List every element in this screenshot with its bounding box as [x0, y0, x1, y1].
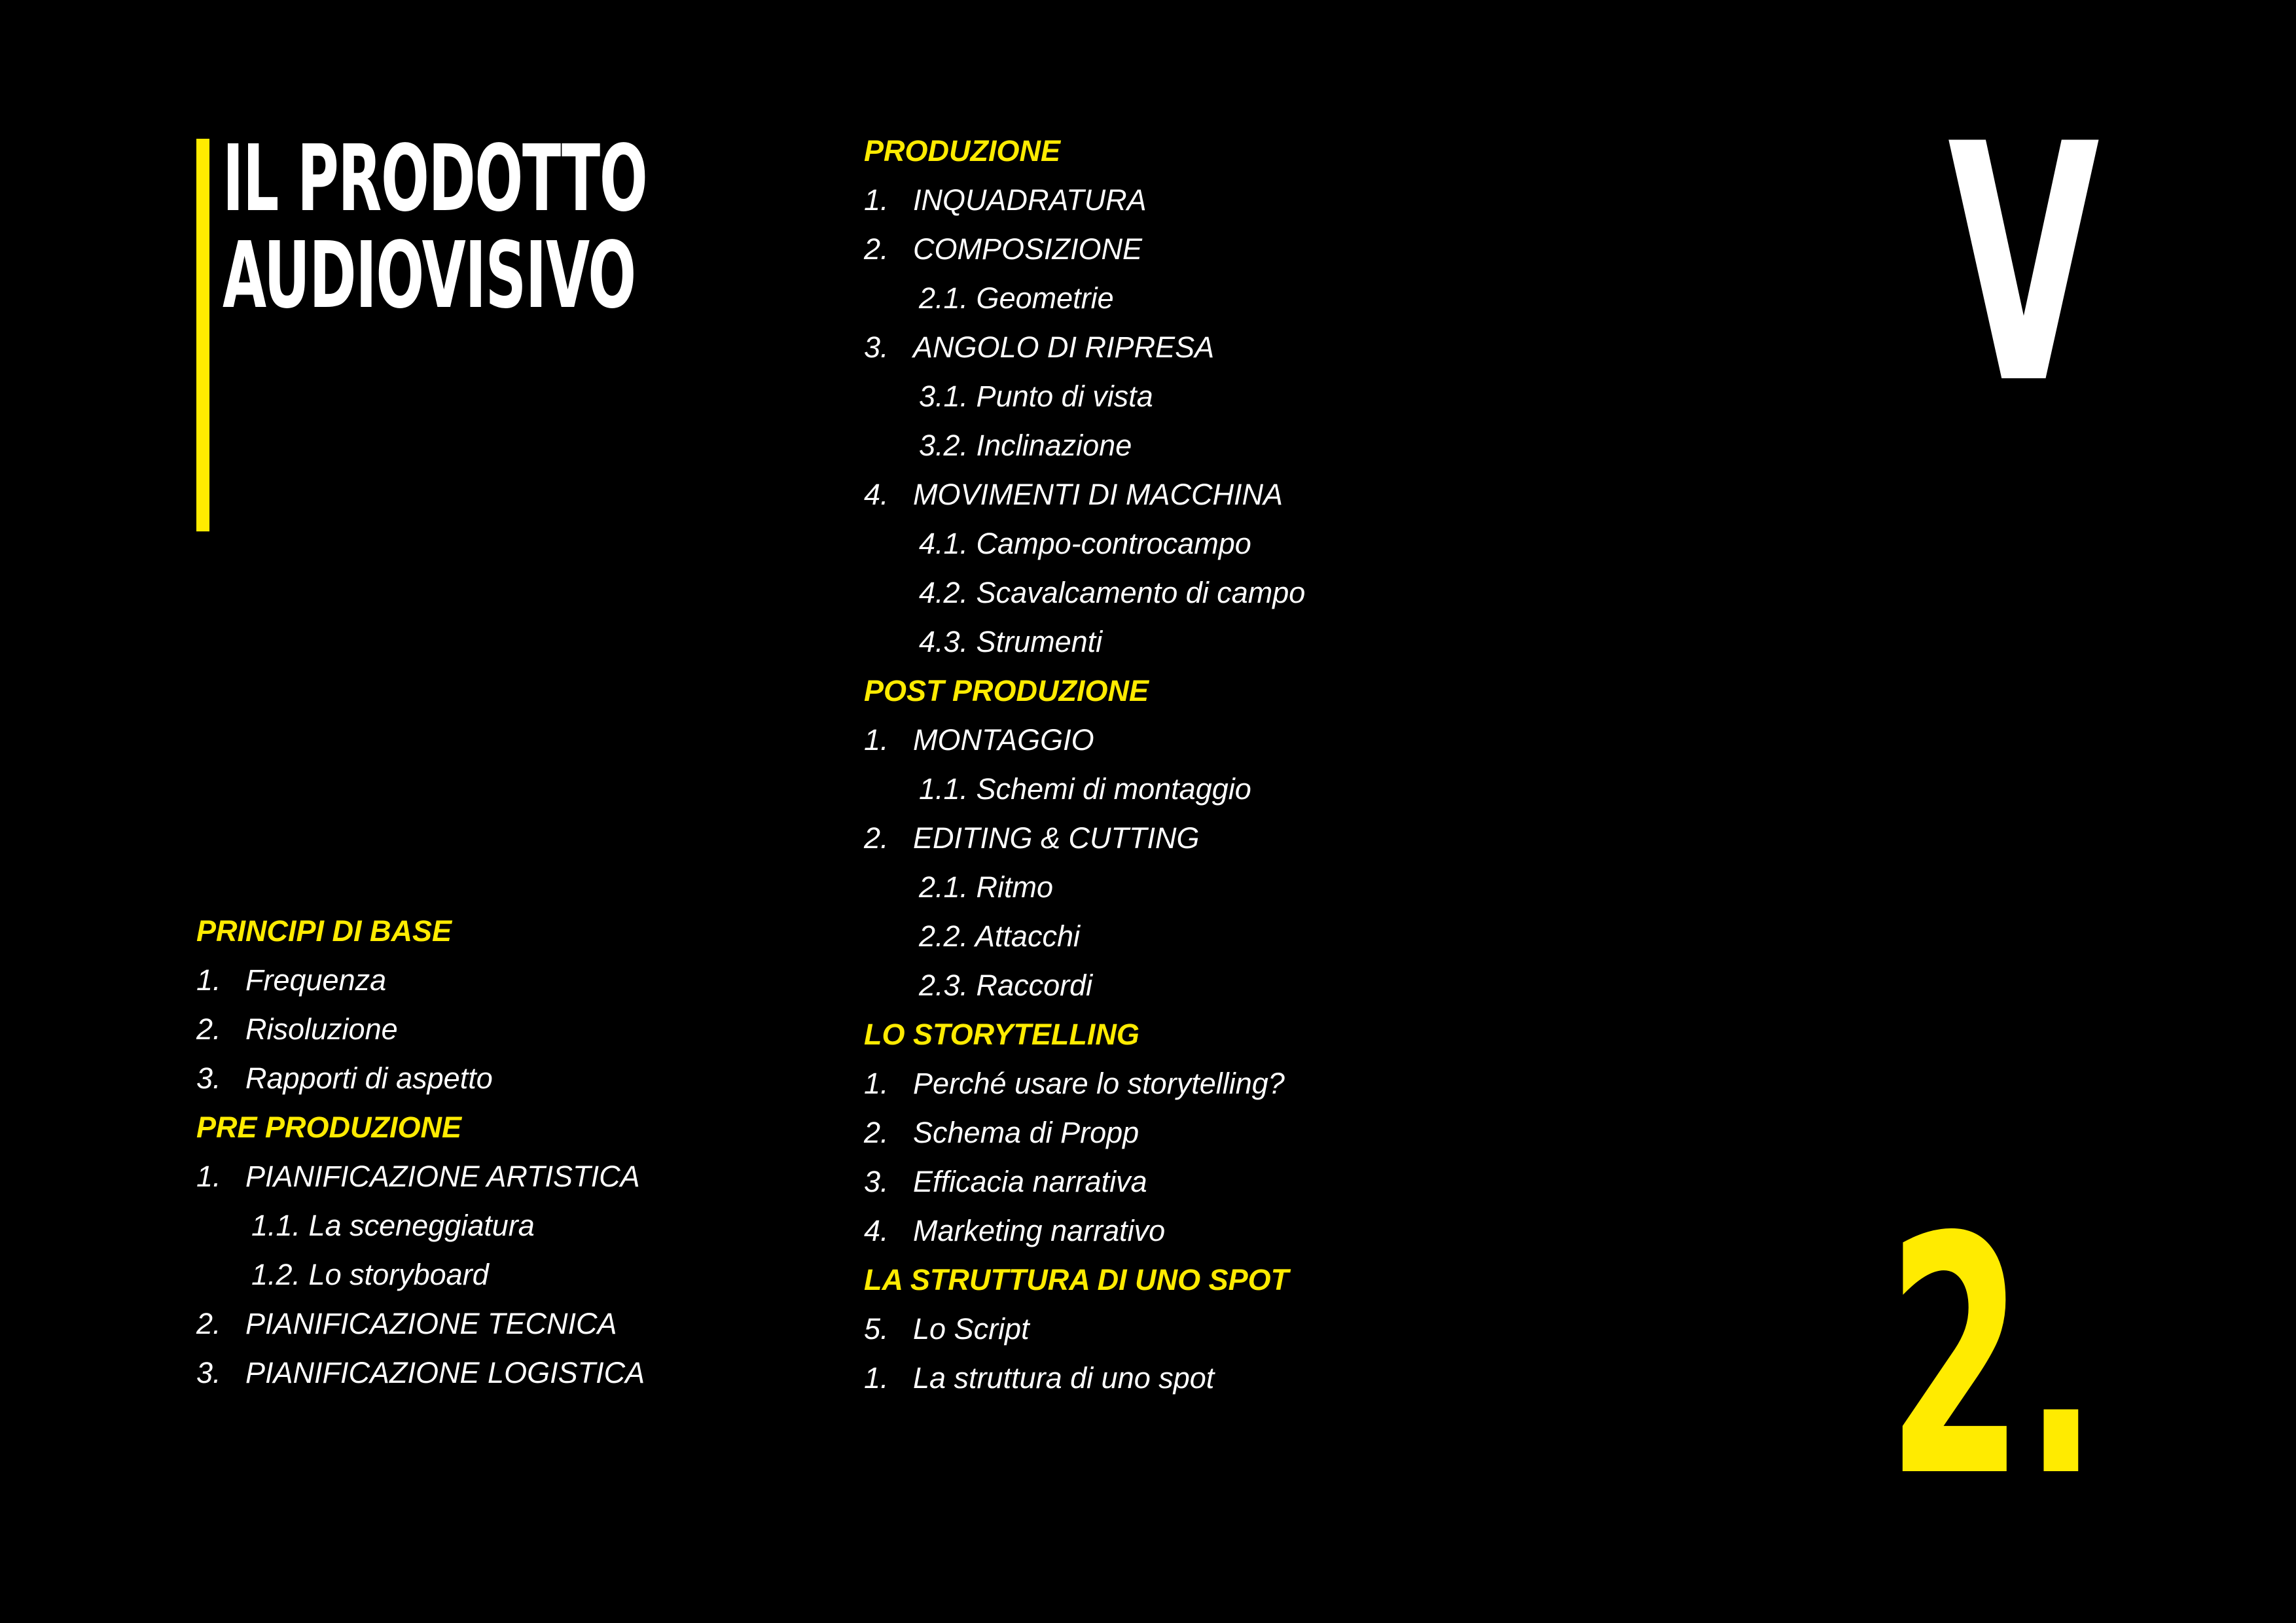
toc-item-number: 4. — [864, 478, 889, 511]
toc-item-label: ANGOLO DI RIPRESA — [913, 330, 1215, 364]
toc-item — [196, 1152, 645, 1201]
toc-item — [864, 1353, 1305, 1402]
toc-item-label: INQUADRATURA — [913, 183, 1147, 217]
toc-subitem: 3.2. Inclinazione — [919, 429, 1132, 462]
toc-item — [196, 1005, 645, 1054]
toc-item-label: Risoluzione — [245, 1012, 398, 1046]
toc-item-number: 4. — [864, 1214, 889, 1247]
toc-column-right — [864, 126, 1305, 1402]
toc-subitem: 2.3. Raccordi — [919, 969, 1093, 1002]
toc-item-label: MONTAGGIO — [913, 723, 1094, 757]
toc-item — [864, 1206, 1305, 1255]
toc-item — [196, 1054, 645, 1103]
toc-item-label: Lo Script — [913, 1312, 1030, 1346]
toc-item-number: 3. — [864, 1165, 889, 1198]
toc-item — [196, 955, 645, 1005]
toc-item — [864, 175, 1305, 224]
toc-item — [864, 1059, 1305, 1108]
toc-item-number: 1. — [864, 1067, 889, 1100]
toc-item-number: 3. — [196, 1061, 221, 1095]
toc-item — [864, 470, 1305, 519]
toc-item-number: 3. — [196, 1356, 221, 1389]
toc-subitem: 2.1. Geometrie — [919, 281, 1114, 315]
toc-subitem: 2.1. Ritmo — [919, 870, 1054, 904]
page-title — [223, 126, 647, 329]
toc-column-left — [196, 906, 645, 1397]
toc-section-heading: POST PRODUZIONE — [864, 674, 1149, 707]
toc-subitem: 1.1. Schemi di montaggio — [919, 772, 1251, 806]
toc-section-heading: LA STRUTTURA DI UNO SPOT — [864, 1263, 1289, 1296]
toc-subitem: 3.1. Punto di vista — [919, 380, 1153, 413]
toc-item — [864, 813, 1305, 863]
toc-item-number: 1. — [196, 963, 221, 997]
toc-subitem: 1.1. La sceneggiatura — [251, 1209, 535, 1242]
toc-item — [864, 715, 1305, 764]
toc-item — [864, 1304, 1305, 1353]
toc-item-label: Perché usare lo storytelling? — [913, 1067, 1285, 1100]
toc-item-number: 1. — [864, 723, 889, 757]
toc-item — [864, 1157, 1305, 1206]
toc-item — [864, 323, 1305, 372]
toc-item-label: La struttura di uno spot — [913, 1361, 1215, 1395]
toc-subitem: 4.2. Scavalcamento di campo — [919, 576, 1306, 609]
toc-item-number: 2. — [864, 232, 889, 266]
page-title-line-1: IL PRODOTTO — [223, 126, 647, 232]
toc-item-label: Frequenza — [245, 963, 387, 997]
title-accent-bar — [196, 139, 209, 531]
page-title-line-2: AUDIOVISIVO — [223, 223, 636, 329]
toc-item-number: 1. — [196, 1160, 221, 1193]
toc-item-label: Marketing narrativo — [913, 1214, 1166, 1247]
toc-item-number: 5. — [864, 1312, 889, 1346]
toc-subitem: 4.1. Campo-controcampo — [919, 527, 1251, 560]
toc-item-number: 2. — [864, 821, 889, 855]
toc-item — [864, 224, 1305, 274]
toc-section-heading: PRE PRODUZIONE — [196, 1111, 462, 1144]
toc-item — [196, 1299, 645, 1348]
chapter-roman-numeral: V — [1947, 75, 2100, 455]
toc-section-heading: PRINCIPI DI BASE — [196, 914, 452, 948]
toc-item — [196, 1348, 645, 1397]
toc-subitem: 1.2. Lo storyboard — [251, 1258, 489, 1291]
toc-item-label: MOVIMENTI DI MACCHINA — [913, 478, 1283, 511]
toc-item-label: Efficacia narrativa — [913, 1165, 1147, 1198]
toc-item-number: 2. — [196, 1012, 221, 1046]
toc-item-label: Rapporti di aspetto — [245, 1061, 493, 1095]
toc-subitem: 4.3. Strumenti — [919, 625, 1103, 658]
chapter-number: 2. — [1887, 1168, 2098, 1548]
toc-item-label: PIANIFICAZIONE ARTISTICA — [245, 1160, 640, 1193]
toc-item-number: 2. — [196, 1307, 221, 1340]
toc-item-label: PIANIFICAZIONE TECNICA — [245, 1307, 617, 1340]
toc-item-number: 2. — [864, 1116, 889, 1149]
toc-section-heading: LO STORYTELLING — [864, 1018, 1139, 1051]
toc-item-number: 3. — [864, 330, 889, 364]
toc-subitem: 2.2. Attacchi — [919, 919, 1080, 953]
toc-section-heading: PRODUZIONE — [864, 134, 1061, 168]
toc-item-number: 1. — [864, 1361, 889, 1395]
toc-item-label: PIANIFICAZIONE LOGISTICA — [245, 1356, 645, 1389]
toc-item-number: 1. — [864, 183, 889, 217]
toc-item-label: EDITING & CUTTING — [913, 821, 1200, 855]
toc-item-label: COMPOSIZIONE — [913, 232, 1143, 266]
toc-item-label: Schema di Propp — [913, 1116, 1139, 1149]
toc-item — [864, 1108, 1305, 1157]
